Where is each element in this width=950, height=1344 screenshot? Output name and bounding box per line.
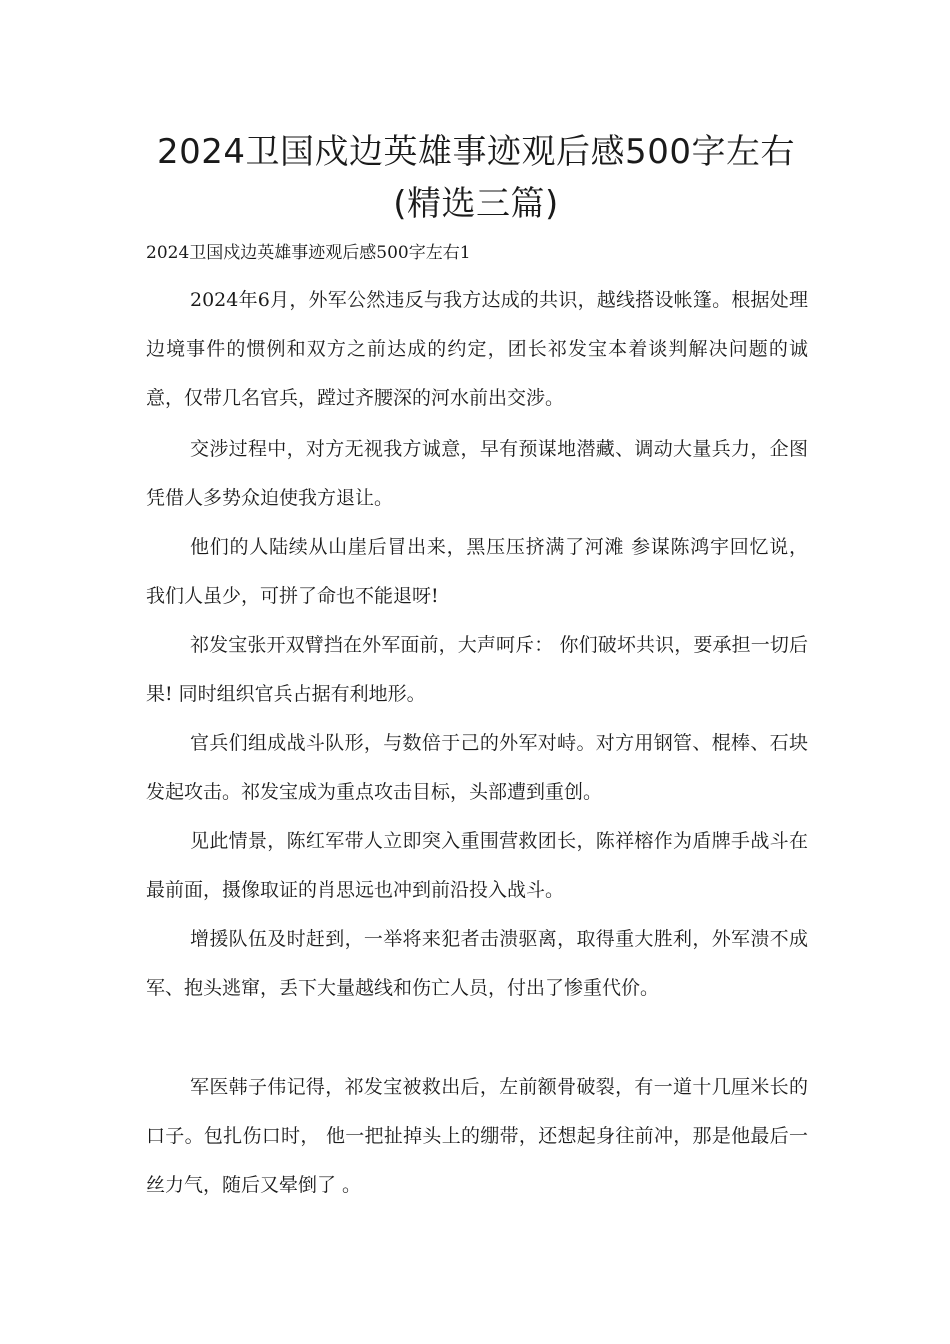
- section-heading: 2024卫国戍边英雄事迹观后感500字左右1: [146, 243, 471, 263]
- paragraph-6: 见此情景，陈红军带人立即突入重围营救团长，陈祥榕作为盾牌手战斗在最前面，摄像取证的肖思远也冲到前沿投入战斗。: [146, 830, 808, 901]
- paragraph-3: 他们的人陆续从山崖后冒出来，黑压压挤满了河滩 参谋陈鸿宇回忆说， 我们人虽少，可拼了命也不能退呀!: [146, 536, 808, 607]
- paragraph-5: 官兵们组成战斗队形，与数倍于己的外军对峙。对方用钢管、棍棒、石块发起攻击。祁发宝成为重点攻击目标，头部遭到重创。: [146, 732, 808, 803]
- paragraph-7: 增援队伍及时赶到，一举将来犯者击溃驱离，取得重大胜利，外军溃不成军、抱头逃窜，丢下大量越线和伤亡人员，付出了惨重代价。: [146, 928, 808, 999]
- paragraph-2: 交涉过程中，对方无视我方诚意，早有预谋地潜藏、调动大量兵力，企图凭借人多势众迫使我方退让。: [146, 438, 808, 509]
- document-title: 2024卫国戍边英雄事迹观后感500字左右(精选三篇): [157, 132, 795, 224]
- paragraph-8: 军医韩子伟记得，祁发宝被救出后，左前额骨破裂，有一道十几厘米长的口子。包扎伤口时， 他一把扯掉头上的绷带，还想起身往前冲，那是他最后一丝力气，随后又晕倒了 。: [146, 1076, 808, 1196]
- paragraph-1: 2024年6月，外军公然违反与我方达成的共识，越线搭设帐篷。根据处理边境事件的惯例和双方之前达成的约定，团长祁发宝本着谈判解决问题的诚意，仅带几名官兵，蹚过齐腰深的河水前出交涉。: [146, 289, 808, 409]
- paragraph-4: 祁发宝张开双臂挡在外军面前，大声呵斥： 你们破坏共识，要承担一切后果! 同时组织官兵占据有利地形。: [146, 634, 808, 705]
